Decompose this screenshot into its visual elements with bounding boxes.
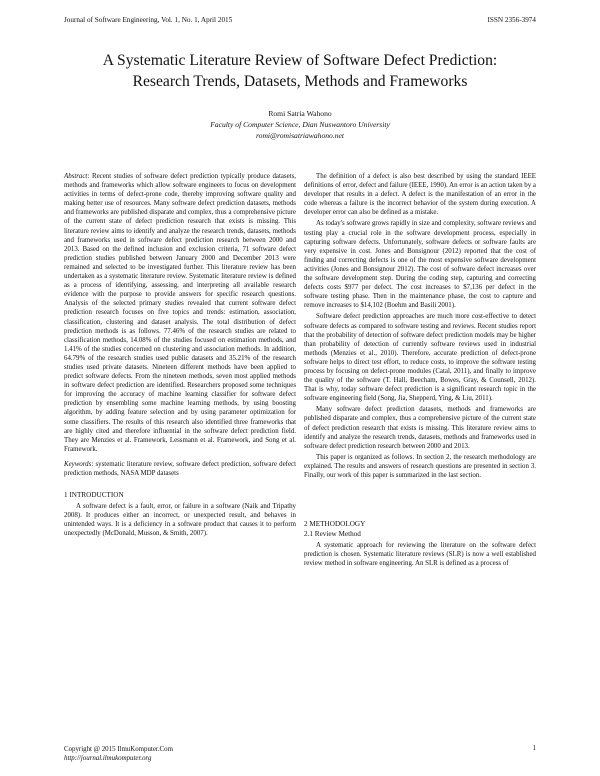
paragraph-defect-definition: The definition of a defect is also best described by using the standard IEEE definitions of error, defect and failure (IEEE, 1990). An error is an action taken by a developer that results in a defect. A defect is the manifestation of an error in the code whereas a failure is the incorrect behavior of the system during execution. A developer error can also be defined as a mistake. (304, 173, 536, 217)
paragraph-review-aim: Many software defect prediction datasets, methods and frameworks are published disparate and complex, thus a comprehensive picture of the current state of defect prediction research that exists is missing. This literature review aims to identify and analyze the research trends, datasets, methods and frameworks used in software defect prediction research between 2000 and 2013. (304, 406, 536, 450)
keywords-label: Keywords (64, 460, 92, 468)
journal-url[interactable]: http://journal.ilmukomputer.org (64, 755, 152, 762)
abstract-text: : Recent studies of software defect prediction typically produce datasets, methods and frameworks which allow software engineers to focus on development activities in terms of defect-prone code, thereby improving software quality and making better use of resources. Many software defect prediction datasets, methods and frameworks are published disparate and complex, thus a comprehensive picture of the current state of defect prediction research that exists is missing. This literature review aims to identify and analyze the research trends, datasets, methods and frameworks used in software defect prediction research between 2000 and 2013. Based on the defined inclusion and exclusion criteria, 71 software defect prediction studies published between January 2000 and December 2013 were remained and selected to be investigated further. This literature review has been undertaken as a systematic literature review. Systematic literature review is defined as a process of identifying, assessing, and interpreting all available research evidence with the purpose to provide answers for specific research questions. Analysis of the selected primary studies revealed that current software defect prediction research focuses on five topics and trends: estimation, association, classification, clustering and dataset analysis. The total distribution of defect prediction methods is as follows. 77.46% of the research studies are related to classification methods, 14.08% of the studies focused on estimation methods, and 1.41% of the studies concerned on clustering and association methods. In addition, 64.79% of the research studies used public datasets and 35.21% of the research studies used private datasets. Nineteen different methods have been applied to predict software defects. From the nineteen methods, seven most applied methods in software defect prediction are identified. Researchers proposed some techniques for improving the accuracy of machine learning classifier for software defect prediction by ensembling some machine learning methods, by using boosting algorithm, by adding feature selection and by using parameter optimization for some classifiers. The results of this research also identified three frameworks that are highly cited and therefore influential in the software defect prediction field. They are Menzies et al. Framework, Lessmann et al. Framework, and Song et al. Framework. (64, 173, 296, 453)
issn-header: ISSN 2356-3974 (487, 16, 536, 24)
page-number: 1 (532, 745, 536, 752)
abstract (64, 172, 296, 454)
review-method-subheading: 2.1 Review Method (304, 530, 361, 539)
author-email: romi@romisatriawahono.net (255, 131, 345, 140)
author-block (40, 108, 560, 141)
paper-title (40, 50, 560, 92)
paragraph-defect-prediction: Software defect prediction approaches are much more cost-effective to detect software defects as compared to software testing and reviews. Recent studies report that the probability of detection of software defect prediction models may be higher than probability of detection of currently software reviews used in industrial methods (Menzies et al., 2010). Therefore, accurate prediction of defect-prone software helps to direct test effort, to reduce costs, to improve the software testing process by focusing on defect-prone modules (Catal, 2011), and finally to improve the quality of the software (T. Hall, Beecham, Bowes, Gray, & Counsell, 2012). That is why, today software defect prediction is a significant research topic in the software engineering field (Song, Jia, Shepperd, Ying, & Liu, 2011). (304, 313, 536, 403)
copyright: Copyright @ 2015 IlmuKomputer.Com (64, 746, 173, 753)
footer (64, 745, 173, 763)
paragraph-defect-cost: As today's software grows rapidly in size and complexity, software reviews and testing play a crucial role in the software development process, especially in capturing software defects. Unfortunately, software defects or software faults are very expensive in cost. Jones and Bonsignour (2012) reported that the cost of finding and correcting defects is one of the most expensive software development activities (Jones and Bonsignour 2012). The cost of software defect increases over the software development step. During the coding step, capturing and correcting defects costs $977 per defect. The cost increases to $7,136 per defect in the software testing phase. Then in the maintenance phase, the cost to capture and remove increases to $14,102 (Boehm and Basili 2001). (304, 220, 536, 310)
left-column (64, 172, 296, 539)
keywords (64, 460, 296, 478)
methodology-paragraph: A systematic approach for reviewing the literature on the software defect prediction is chosen. Systematic literature reviews (SLR) is now a well established review method in software engineering. An SLR is defined as a process of (304, 542, 536, 568)
title-line-2: Research Trends, Datasets, Methods and Frameworks (132, 73, 468, 90)
title-line-1: A Systematic Literature Review of Software Defect Prediction: (102, 52, 498, 69)
intro-heading: 1 INTRODUCTION (64, 491, 124, 500)
journal-header: Journal of Software Engineering, Vol. 1, No. 1, April 2015 (64, 16, 233, 24)
intro-paragraph: A software defect is a fault, error, or failure in a software (Naik and Tripathy 2008). It produces either an incorrect, or unexpected result, and behaves in unintended ways. It is a deficiency in a software product that causes it to perform unexpectedly (McDonald, Musson, & Smith, 2007). (64, 503, 296, 538)
abstract-label: Abstract (64, 173, 88, 180)
keywords-text: : systematic literature review, software defect prediction, software defect prediction methods, NASA MDP datasets (64, 460, 296, 477)
author-affiliation: Faculty of Computer Science, Dian Nuswantoro University (210, 120, 390, 129)
paragraph-organization: This paper is organized as follows. In section 2, the research methodology are explained. The results and answers of research questions are presented in section 3. Finally, our work of this paper is summarized in the last section. (304, 453, 536, 479)
methodology-heading: 2 METHODOLOGY (304, 520, 366, 529)
right-column (304, 172, 536, 569)
author-name: Romi Satria Wahono (268, 109, 332, 118)
